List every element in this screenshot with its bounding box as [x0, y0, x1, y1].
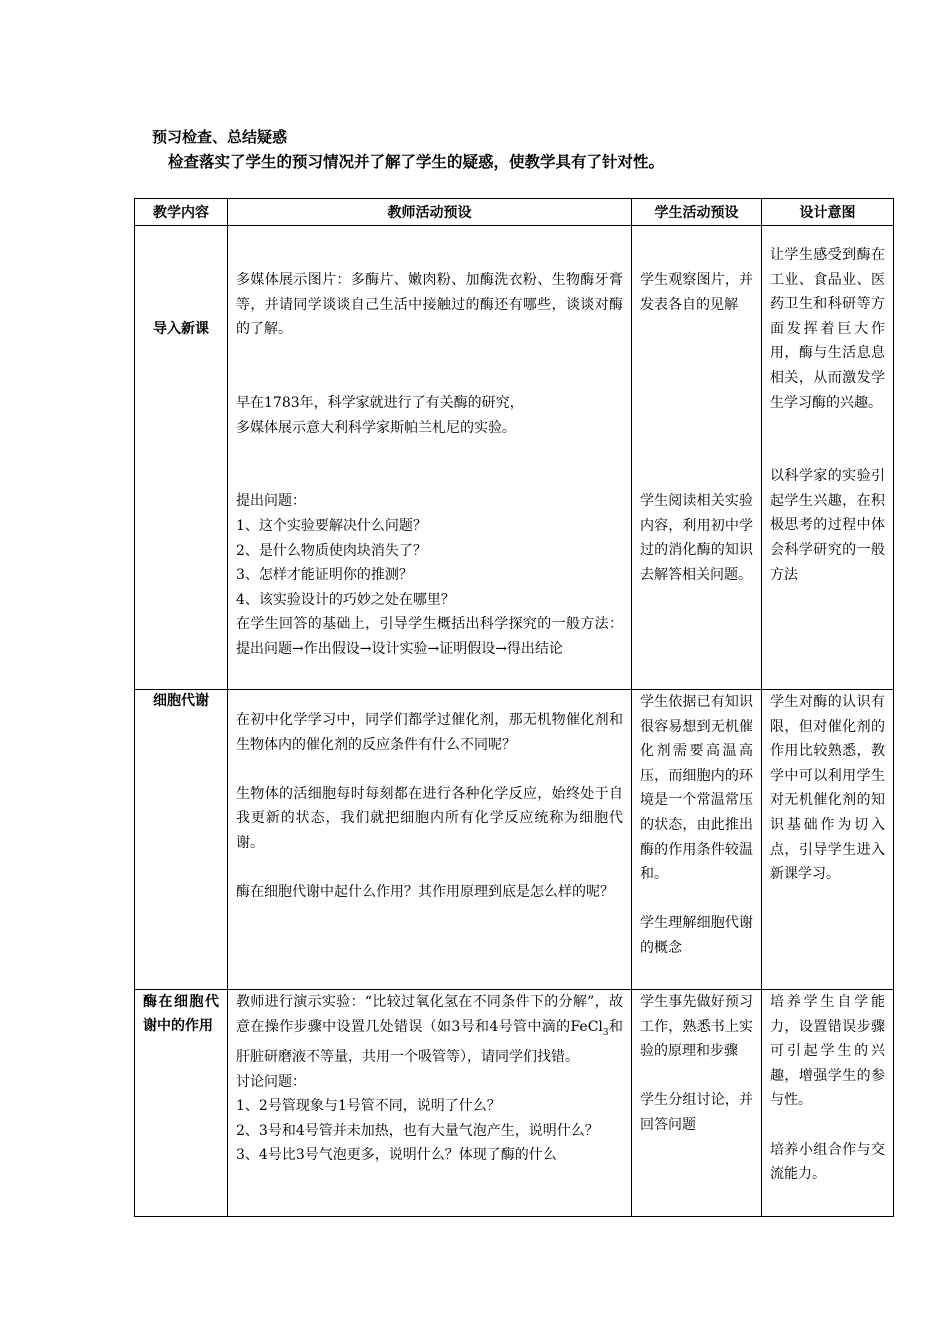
intent-text: 让学生感受到酶在工业、食品业、医药卫生和科研等方面发挥着巨大作用，酶与生活息息相关，从而激发学生学习酶的兴趣。: [770, 247, 885, 411]
table-row: [135, 990, 894, 1217]
teacher-cell: [228, 990, 632, 1217]
teacher-text: 在初中化学学习中，同学们都学过催化剂，那无机物催化剂和生物体内的催化剂的反应条件有什么不同呢？: [236, 712, 623, 753]
teacher-text: [236, 990, 623, 1070]
student-text: 学生阅读相关实验内容，利用初中学过的消化酶的知识去解答相关问题。: [640, 493, 753, 583]
teacher-text: 2、3号和4号管并未加热，也有大量气泡产生，说明什么？: [236, 1122, 599, 1139]
row-label: 导入新课: [135, 226, 228, 690]
student-text: 学生依据已有知识很容易想到无机催化剂需要高温高压，而细胞内的环境是一个常温常压的状态，由此推出酶的作用条件较温和。: [640, 694, 753, 883]
student-cell: [632, 990, 762, 1217]
student-text: 学生观察图片，并发表各自的见解: [640, 272, 753, 313]
student-cell: [632, 226, 762, 690]
section-heading: 预习检查、总结疑惑: [152, 128, 288, 146]
section-intro: 检查落实了学生的预习情况并了解了学生的疑惑，使教学具有了针对性。: [168, 153, 665, 171]
teacher-text: 4、该实验设计的巧妙之处在哪里？: [236, 591, 455, 608]
intent-text: 学生对酶的认识有限，但对催化剂的作用比较熟悉，教学中可以利用学生对无机催化剂的知识基础作为切入点，引导学生进入新课学习。: [770, 694, 885, 883]
row-label: 细胞代谢: [135, 690, 228, 990]
intent-cell: [762, 690, 894, 990]
student-text: 学生分组讨论，并回答问题: [640, 1092, 753, 1133]
table-row: [135, 226, 894, 690]
table-row: [135, 690, 894, 990]
teacher-text: 2、是什么物质使肉块消失了？: [236, 542, 427, 559]
teacher-text: 3、怎样才能证明你的推测？: [236, 567, 413, 584]
student-text: 学生事先做好预习工作，熟悉书上实验的原理和步骤: [640, 994, 753, 1060]
teacher-text: 多媒体展示图片：多酶片、嫩肉粉、加酶洗衣粉、生物酶牙膏等，并请同学谈谈自己生活中接触过的酶还有哪些，谈谈对酶的了解。: [236, 272, 623, 338]
teacher-text: 提出问题：: [236, 493, 306, 510]
header-student: 学生活动预设: [632, 199, 762, 226]
header-intent: 设计意图: [762, 199, 894, 226]
header-content: 教学内容: [135, 199, 228, 226]
lesson-plan-table: [134, 198, 894, 1217]
student-cell: [632, 690, 762, 990]
teacher-text-part: 教师进行演示实验：“比较过氧化氢在不同条件下的分解”，故意在操作步骤中设置几处错误（如3号和4号管中滴的FeCl: [236, 994, 623, 1035]
teacher-cell: [228, 226, 632, 690]
teacher-text: 3、4号比3号气泡更多，说明什么？体现了酶的什么: [236, 1147, 557, 1164]
teacher-text: 早在1783年，科学家就进行了有关酶的研究，: [236, 394, 524, 411]
intent-cell: [762, 226, 894, 690]
teacher-text: 1、2号管现象与1号管不同，说明了什么？: [236, 1098, 501, 1115]
teacher-text: 酶在细胞代谢中起什么作用？其作用原理到底是怎么样的呢？: [236, 884, 614, 901]
intent-text: 培养学生自学能力，设置错误步骤可引起学生的兴趣，增强学生的参与性。: [770, 994, 885, 1109]
teacher-text: 在学生回答的基础上，引导学生概括出科学探究的一般方法：提出问题→作出假设→设计实验→证明假设→得出结论: [236, 616, 623, 657]
intent-text: 培养小组合作与交流能力。: [770, 1141, 885, 1183]
teacher-text-part: 和肝脏研磨液不等量，共用一个吸管等），请同学们找错。: [236, 1018, 623, 1065]
teacher-text: 1、这个实验要解决什么问题？: [236, 517, 427, 534]
teacher-text: 讨论问题：: [236, 1073, 306, 1090]
teacher-text: 多媒体展示意大利科学家斯帕兰札尼的实验。: [236, 419, 516, 436]
student-text: 学生理解细胞代谢的概念: [640, 915, 753, 956]
teacher-cell: [228, 690, 632, 990]
subscript: 3: [602, 1027, 609, 1038]
header-teacher: 教师活动预设: [228, 199, 632, 226]
row-label: 酶在细胞代谢中的作用: [135, 990, 228, 1217]
teacher-text: 生物体的活细胞每时每刻都在进行各种化学反应，始终处于自我更新的状态，我们就把细胞内所有化学反应统称为细胞代谢。: [236, 785, 623, 851]
intent-cell: [762, 990, 894, 1217]
table-header-row: [135, 199, 894, 226]
intent-text: 以科学家的实验引起学生兴趣，在积极思考的过程中体会科学研究的一般方法: [770, 468, 885, 583]
